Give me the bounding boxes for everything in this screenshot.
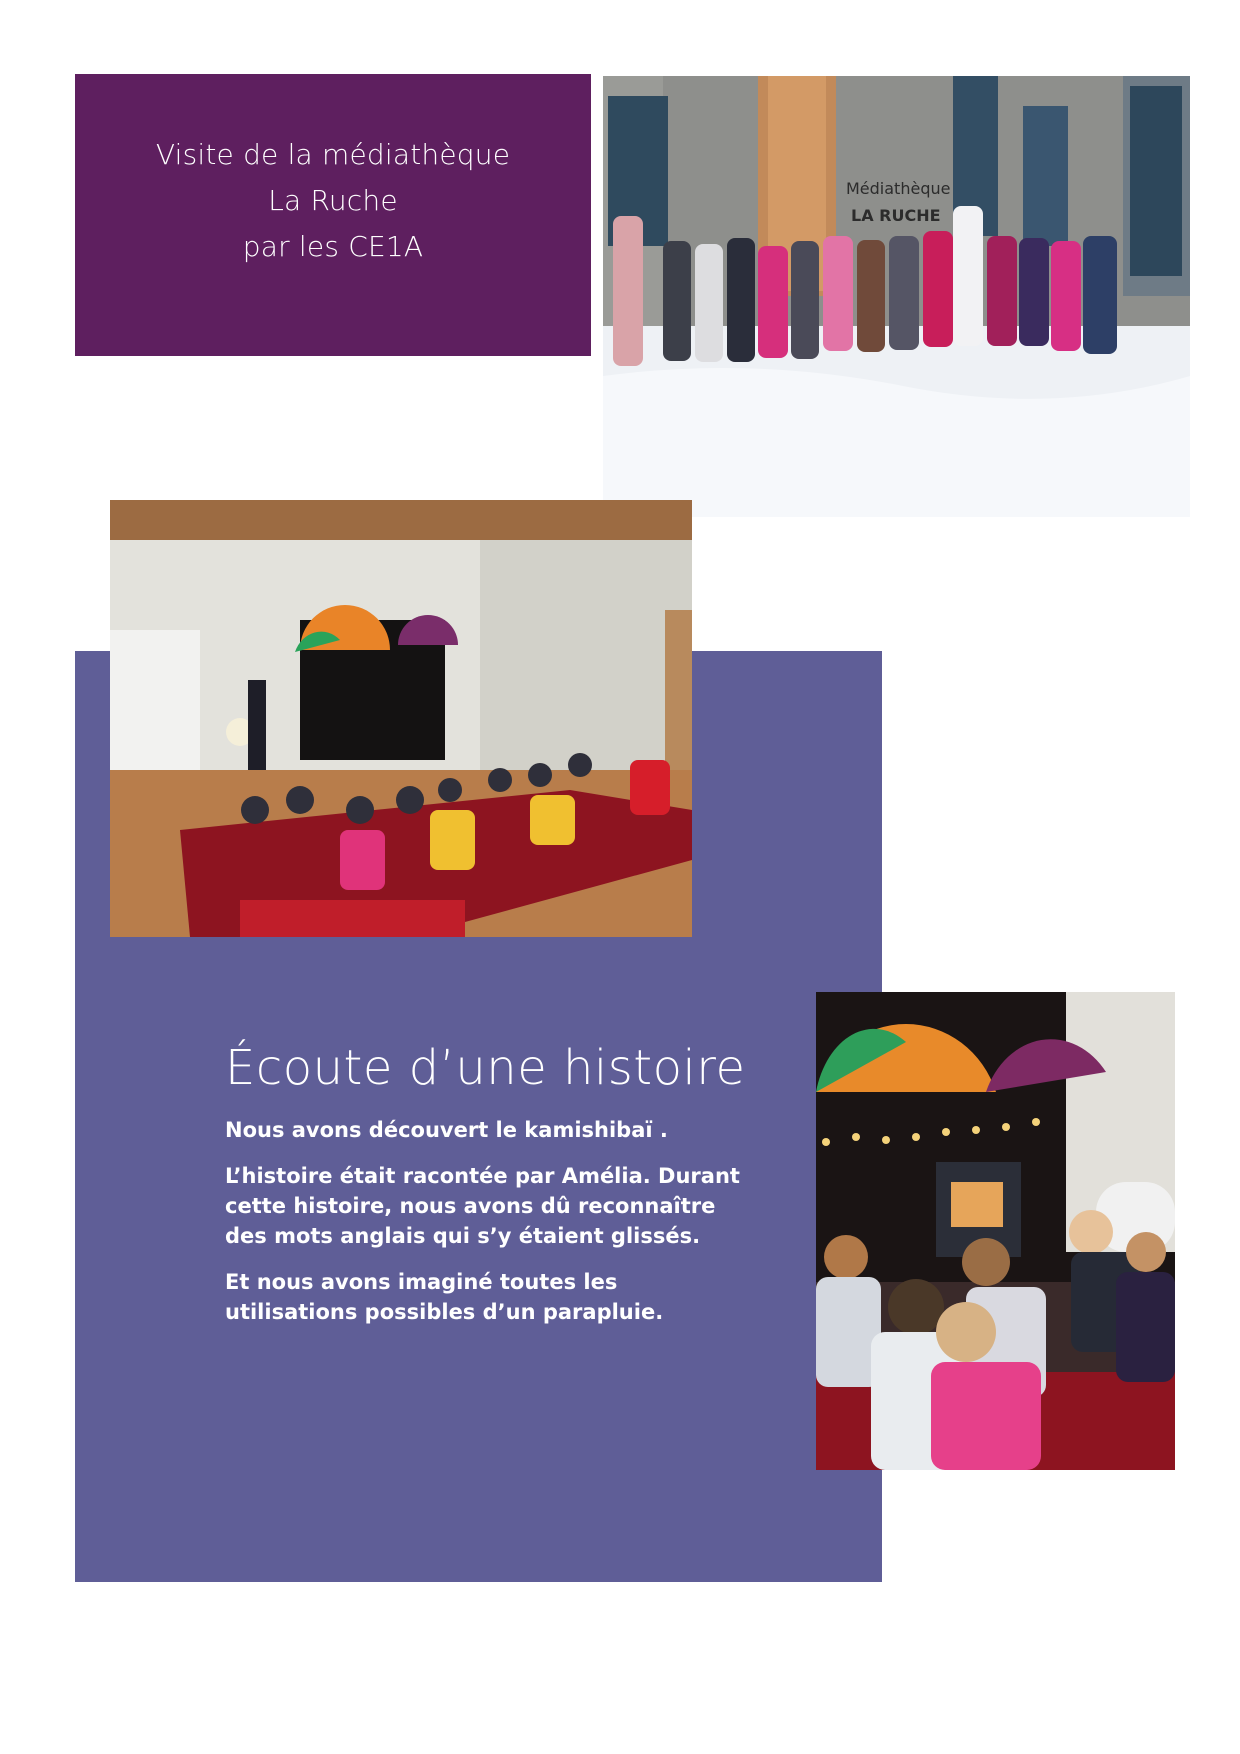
- paragraph-2: L’histoire était racontée par Amélia. Durant cette histoire, nous avons dû reconnaître des mots anglais qui s’y étaient glissés.: [225, 1164, 740, 1248]
- photo-kamishibai-illustration: [816, 992, 1175, 1470]
- section-heading: Écoute d’une histoire: [225, 1040, 746, 1096]
- photo-kamishibai: [816, 992, 1175, 1470]
- section-body: [225, 1115, 745, 1343]
- paragraph-1: Nous avons découvert le kamishibaï .: [225, 1118, 668, 1142]
- title-line-3: par les CE1A: [242, 230, 424, 263]
- title-line-2: La Ruche: [268, 184, 398, 217]
- photo-class-snow: [603, 76, 1190, 517]
- photo-storytelling-room: [110, 500, 692, 937]
- photo-class-snow-illustration: [603, 76, 1190, 517]
- library-sign-label: LA RUCHE: [851, 206, 941, 225]
- paragraph-3: Et nous avons imaginé toutes les utilisations possibles d’un parapluie.: [225, 1270, 664, 1324]
- title-line-1: Visite de la médiathèque: [155, 138, 511, 171]
- library-sign-name: Médiathèque: [846, 179, 951, 198]
- photo-storytelling-room-illustration: [110, 500, 692, 937]
- title-box: [75, 74, 591, 356]
